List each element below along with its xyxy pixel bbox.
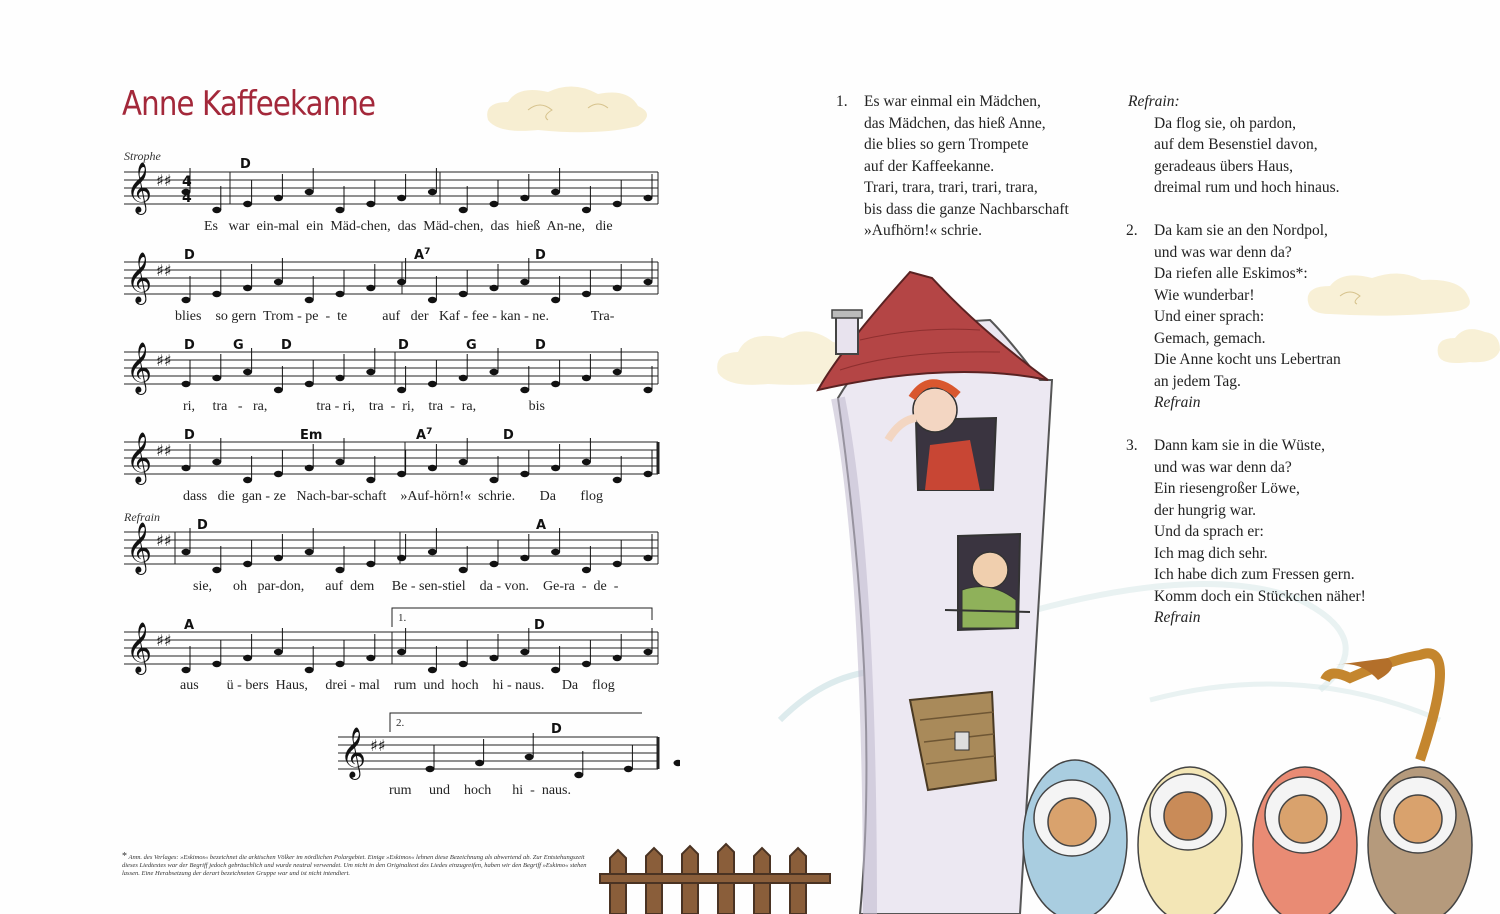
verse-number: 3. [1126,437,1138,454]
treble-clef: 𝄞 [126,342,153,393]
refrain-reference: Refrain [1154,394,1201,411]
verse-line: Ein riesengroßer Löwe, [1154,480,1300,497]
verse-line: das Mädchen, das hieß Anne, [864,114,1046,132]
lyric-line: ri, tra - ra, tra - ri, tra - ri, tra - ra, bis [183,399,545,414]
chord: Em [300,428,323,443]
verse-3 [1126,435,1366,629]
key-signature: ♯♯ [156,171,172,190]
verse-line: bis dass die ganze Nachbarschaft [864,200,1069,218]
verse-line: auf dem Besenstiel davon, [1154,136,1318,153]
chord: G [233,338,244,353]
treble-clef: 𝄞 [126,622,153,673]
chord: D [503,428,514,443]
chord: D [551,722,562,737]
lyric-line: dass die gan - ze Nach-bar-schaft »Auf-hörn!« schrie. Da flog [183,489,603,504]
chord: A [536,518,547,533]
chord: G [466,338,477,353]
verse-line: die blies so gern Trompete [864,136,1029,153]
treble-clef: 𝄞 [126,252,153,303]
verse-line: Wie wunderbar! [1154,286,1255,304]
key-signature: ♯♯ [156,531,172,550]
chord: D [184,338,195,353]
time-signature: 4 [182,190,192,206]
refrain-label: Refrain [124,510,160,524]
chord: D [398,338,409,353]
verse-line: auf der Kaffeekanne. [864,157,995,175]
verse-line: Gemach, gemach. [1154,329,1266,347]
footnote-marker: * [122,851,127,862]
verse-line: an jedem Tag. [1154,372,1241,390]
verse-line: Und einer sprach: [1154,308,1265,325]
verse-line: Da flog sie, oh pardon, [1154,114,1297,132]
verse-line: Da riefen alle Eskimos*: [1154,265,1308,282]
verse-line: Dann kam sie in die Wüste, [1154,437,1326,454]
verse-line: Komm doch ein Stückchen näher! [1154,587,1366,605]
treble-clef: 𝄞 [340,727,367,778]
key-signature: ♯♯ [156,441,172,460]
verse-2 [1126,220,1341,414]
verse-line: dreimal rum und hoch hinaus. [1154,179,1340,196]
lyric-line: Es war ein-mal ein Mäd-chen, das Mäd-chen, das hieß An-ne, die [204,219,613,234]
chord: D [534,618,545,633]
chord: D [184,248,195,263]
chord: D [184,428,195,443]
verse-line: Trari, trara, trari, trari, trara, [864,179,1038,196]
verse-line: Die Anne kocht uns Lebertran [1154,351,1341,368]
verse-number: 2. [1126,222,1138,239]
treble-clef: 𝄞 [126,162,153,213]
chord: D [535,248,546,263]
verse-line: Ich mag dich sehr. [1154,544,1268,562]
key-signature: ♯♯ [156,631,172,650]
volta-2: 2. [396,717,405,729]
treble-clef: 𝄞 [126,432,153,483]
chord: D [240,157,251,172]
verse-number: 1. [836,93,848,110]
treble-clef: 𝄞 [126,522,153,573]
verse-line: und was war denn da? [1154,458,1292,476]
verse-line: Es war einmal ein Mädchen, [864,93,1041,110]
verse-line: »Aufhörn!« schrie. [864,222,982,239]
volta-1: 1. [398,612,407,624]
chord: D [535,338,546,353]
verse-line: und was war denn da? [1154,243,1292,261]
key-signature: ♯♯ [156,351,172,370]
lyric-line: rum und hoch hi - naus. [389,783,571,798]
chord: $A^7$ [416,427,433,443]
strophe-label: Strophe [124,149,161,163]
chord: A [184,618,195,633]
lyric-line: aus ü - bers Haus, drei - mal rum und hoch hi - naus. Da flog [180,678,615,693]
refrain-text [1128,91,1340,199]
chord: D [197,518,208,533]
verse-line: Da kam sie an den Nordpol, [1154,222,1328,239]
footnote-text: Anm. des Verlages: »Eskimos« bezeichnet die arktischen Völker im nördlichen Polargebiet. Einige »Eskimos« lehnen diese Bezeichnung als abwertend ab. Zur Entstehungszeit dieses Liedtextes war der Begriff jedoch gebräuchlich und wurde neutral verwendet. Um nicht in den Originaltext des Liedes einzugreifen, haben wir den Begriff »Eskimo« stehen lassen. Eine Herabsetzung der derart bezeichneten Gruppe war und ist nicht intendiert. [122,854,587,877]
refrain-reference: Refrain [1154,609,1201,626]
refrain-heading: Refrain: [1128,93,1180,110]
verse-1 [836,91,1069,242]
key-signature: ♯♯ [370,736,386,755]
verse-line: der hungrig war. [1154,501,1257,519]
chord: D [281,338,292,353]
verse-line: geradeaus übers Haus, [1154,157,1294,175]
time-signature: 4 [182,174,192,190]
lyric-line: sie, oh par-don, auf dem Be - sen-stiel da - von. Ge-ra - de - [193,579,619,594]
eskimo-figures [1023,760,1472,914]
verse-line: Ich habe dich zum Fressen gern. [1154,566,1355,583]
lyric-line: blies so gern Trom - pe - te auf der Kaf - fee - kan - ne. Tra- [175,309,615,324]
chord: $A^7$ [414,247,431,263]
song-title: Anne Kaffeekanne [122,84,376,124]
verse-line: Und da sprach er: [1154,523,1264,540]
key-signature: ♯♯ [156,261,172,280]
